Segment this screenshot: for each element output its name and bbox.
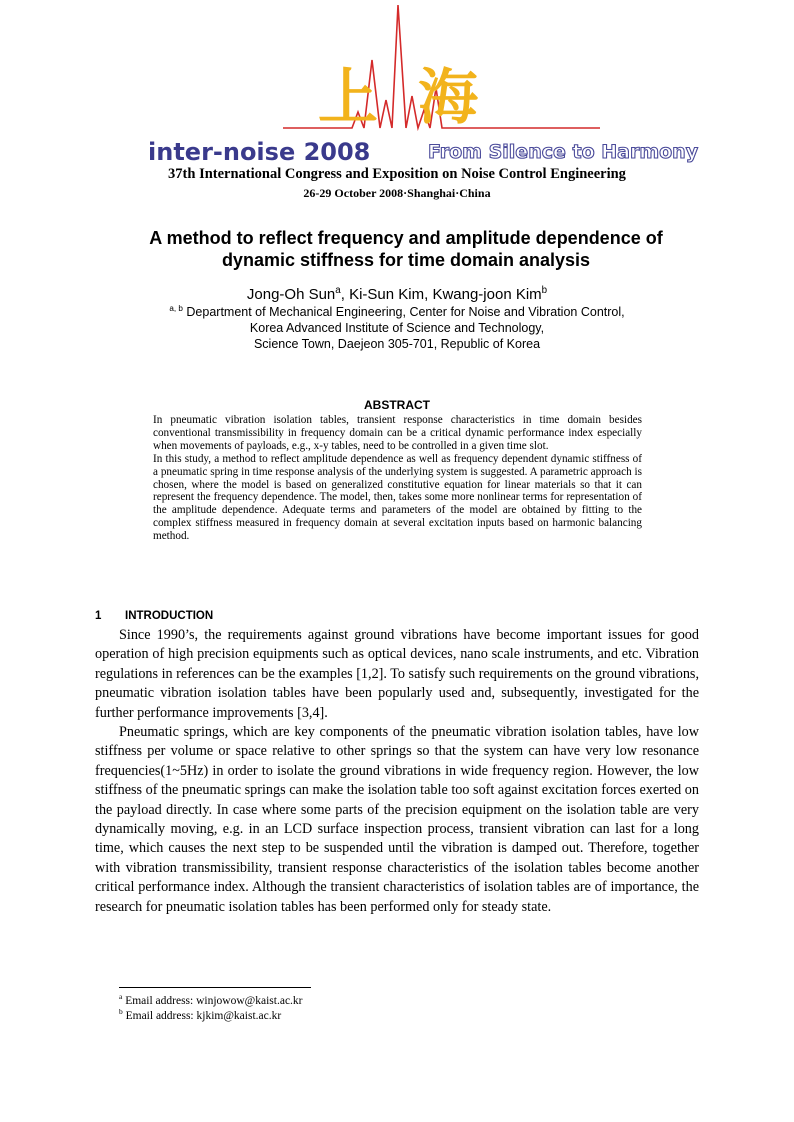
title-line-1: A method to reflect frequency and amplitude dependence of [149, 228, 663, 248]
abstract-heading: ABSTRACT [364, 398, 430, 412]
author-name: Kwang-joon Kim [432, 286, 542, 303]
footnote-text: Email address: winjowow@kaist.ac.kr [125, 995, 303, 1007]
affiliation-line-3: Science Town, Daejeon 305-701, Republic of Korea [253, 337, 541, 351]
footnote-mark: b [119, 1007, 123, 1017]
footnote-text: Email address: kjkim@kaist.ac.kr [125, 1010, 282, 1022]
author-name: Ki-Sun Kim [349, 286, 425, 303]
affiliation-line-2: Korea Advanced Institute of Science and Technology, [249, 321, 545, 335]
affiliation-line-1: $^{a, b}$ Department of Mechanical Engineering, Center for Noise and Vibration Control, [169, 303, 625, 319]
footnote-rule [119, 987, 311, 988]
section-heading [95, 610, 213, 622]
affiliation-superscript: a, b [169, 303, 183, 313]
paper-title [0, 227, 794, 271]
conference-name: 37th International Congress and Exposition on Noise Control Engineering [168, 166, 626, 182]
body-paragraph: Pneumatic springs, which are key components of the pneumatic vibration isolation tables, have low stiffness per volume or space relative to other springs so that the system can have very low resonance frequencies(1~5Hz) in order to isolate the ground vibrations in wide frequency region. However, the low stiffness of the pneumatic springs can make the isolation table too soft against excitation forces exerted on the payload directly. In case where some parts of the precision equipment on the isolation table are very dynamically moving, e.g. in an LCD surface inspection process, transient vibration can last for a long time, which causes the next step to be suspended until the vibration is damped out. Therefore, together with vibration transmissibility, transient response characteristics of the isolation tables become another critical performance index. Although the transient characteristics of isolation tables are of importance, the research for pneumatic isolation tables has been performed only for steady state. [95, 724, 699, 915]
author-separator: , [424, 286, 433, 303]
title-line-2: dynamic stiffness for time domain analysis [221, 250, 591, 270]
author-name: Jong-Oh Sun [246, 286, 336, 303]
abstract-body [153, 414, 642, 543]
footnote [119, 1009, 303, 1024]
author-superscript: b [541, 285, 548, 296]
abstract-paragraph: In this study, a method to reflect amplitude dependence as well as frequency dependent dynamic stiffness of a pneumatic spring in time response analysis of the underlying system is suggested. A parametric approach is chosen, where the model is based on generalized constitutive equation for linear materials so that it can represent the frequency dependence. The model, then, takes some more nonlinear terms for representation of the amplitude dependence. Adequate terms and parameters of the model are obtained by fitting to the complex stiffness measured in frequency domain at several excitation inputs based on harmonic balancing method. [153, 452, 642, 543]
section-title: INTRODUCTION [125, 610, 214, 622]
logo-graphic [0, 0, 794, 170]
footnote [119, 994, 303, 1009]
abstract-paragraph: In pneumatic vibration isolation tables, transient response characteristics in time domain besides conventional transmissibility in frequency domain can be a critical dynamic performance index especially when movements of payloads, e.g., x-y tables, need to be controlled in a given time slot. [153, 414, 642, 452]
conference-logo [0, 0, 794, 170]
event-name: inter-noise 2008 [148, 138, 371, 166]
section-number: 1 [95, 610, 102, 622]
conference-dates: 26-29 October 2008·Shanghai·China [303, 186, 491, 200]
affiliation [0, 304, 794, 352]
section-body [95, 626, 699, 917]
author-superscript: a [335, 285, 341, 296]
slogan: From Silence to Harmony [428, 141, 699, 163]
author-list [0, 286, 794, 303]
city-glyphs: 上海 [318, 63, 518, 133]
author-separator: , [340, 286, 350, 303]
footnote-mark: a [119, 992, 123, 1002]
footnotes [119, 994, 303, 1024]
body-paragraph: Since 1990’s, the requirements against ground vibrations have become important issues for good operation of high precision equipments such as optical devices, nano scale instruments, and etc. Vibration regulations in references can be the examples [1,2]. To satisfy such requirements on the ground vibrations, pneumatic vibration isolation tables have been popularly used and, subsequently, investigated for the further performance improvements [3,4]. [95, 627, 699, 721]
